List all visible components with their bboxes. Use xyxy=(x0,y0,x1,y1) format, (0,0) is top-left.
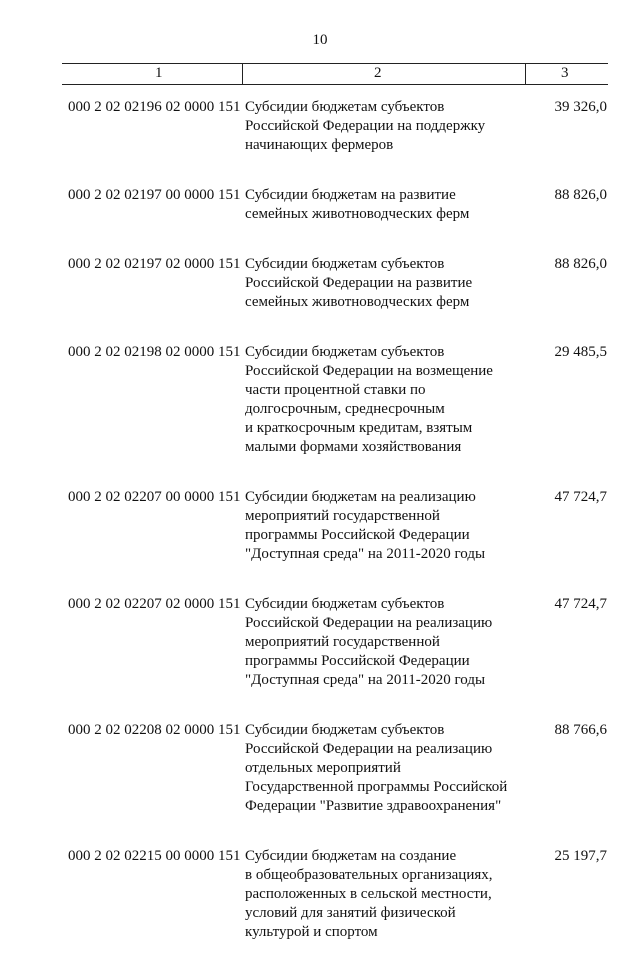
row-description xyxy=(245,343,535,457)
table-row xyxy=(0,847,640,942)
description-line: малыми формами хозяйствования xyxy=(245,439,462,455)
budget-code: 000 2 02 02197 00 0000 151 xyxy=(68,187,241,203)
row-amount: 29 485,5 xyxy=(554,344,607,360)
table-row xyxy=(0,186,640,224)
description-line: начинающих фермеров xyxy=(245,137,394,153)
description-line: отдельных мероприятий xyxy=(245,760,401,776)
row-amount: 47 724,7 xyxy=(554,489,607,505)
table-row xyxy=(0,343,640,457)
description-line: Российской Федерации на поддержку xyxy=(245,118,486,134)
table-column-header xyxy=(62,63,608,85)
description-line: Субсидии бюджетам на реализацию xyxy=(245,489,476,505)
page-number: 10 xyxy=(312,32,328,48)
row-description xyxy=(245,255,535,312)
description-line: расположенных в сельской местности, xyxy=(245,886,492,902)
row-amount: 88 826,0 xyxy=(554,256,607,272)
description-line: программы Российской Федерации xyxy=(245,653,470,669)
description-line: мероприятий государственной xyxy=(245,634,440,650)
column-header-3: 3 xyxy=(561,65,569,81)
budget-code: 000 2 02 02207 00 0000 151 xyxy=(68,489,241,505)
column-divider xyxy=(242,64,243,84)
description-line: "Доступная среда" на 2011-2020 годы xyxy=(245,672,486,688)
description-line: и краткосрочным кредитам, взятым xyxy=(245,420,473,436)
column-header-1: 1 xyxy=(155,65,163,81)
description-line: условий для занятий физической xyxy=(245,905,456,921)
row-description xyxy=(245,186,535,224)
description-line: части процентной ставки по xyxy=(245,382,426,398)
description-line: Субсидии бюджетам на создание xyxy=(245,848,457,864)
table-row xyxy=(0,255,640,312)
description-line: семейных животноводческих ферм xyxy=(245,294,470,310)
budget-code: 000 2 02 02207 02 0000 151 xyxy=(68,596,241,612)
table-row xyxy=(0,721,640,816)
budget-code: 000 2 02 02196 02 0000 151 xyxy=(68,99,241,115)
column-header-2: 2 xyxy=(374,65,382,81)
description-line: Российской Федерации на развитие xyxy=(245,275,473,291)
budget-code: 000 2 02 02197 02 0000 151 xyxy=(68,256,241,272)
description-line: Субсидии бюджетам субъектов xyxy=(245,99,445,115)
description-line: Российской Федерации на возмещение xyxy=(245,363,493,379)
row-amount: 25 197,7 xyxy=(554,848,607,864)
row-amount: 39 326,0 xyxy=(554,99,607,115)
description-line: семейных животноводческих ферм xyxy=(245,206,470,222)
row-description xyxy=(245,488,535,564)
description-line: мероприятий государственной xyxy=(245,508,440,524)
table-body xyxy=(0,98,640,973)
table-row xyxy=(0,488,640,564)
row-description xyxy=(245,595,535,690)
row-amount: 88 766,6 xyxy=(554,722,607,738)
budget-code: 000 2 02 02198 02 0000 151 xyxy=(68,344,241,360)
description-line: культурой и спортом xyxy=(245,924,378,940)
description-line: Субсидии бюджетам на развитие xyxy=(245,187,456,203)
budget-code: 000 2 02 02215 00 0000 151 xyxy=(68,848,241,864)
description-line: долгосрочным, среднесрочным xyxy=(245,401,445,417)
table-row xyxy=(0,98,640,155)
description-line: Российской Федерации на реализацию xyxy=(245,615,493,631)
description-line: Российской Федерации на реализацию xyxy=(245,741,493,757)
description-line: Субсидии бюджетам субъектов xyxy=(245,256,445,272)
description-line: программы Российской Федерации xyxy=(245,527,470,543)
description-line: Субсидии бюджетам субъектов xyxy=(245,596,445,612)
row-description xyxy=(245,847,535,942)
row-amount: 47 724,7 xyxy=(554,596,607,612)
description-line: Субсидии бюджетам субъектов xyxy=(245,722,445,738)
row-description xyxy=(245,98,535,155)
column-divider xyxy=(525,64,526,84)
description-line: Субсидии бюджетам субъектов xyxy=(245,344,445,360)
description-line: "Доступная среда" на 2011-2020 годы xyxy=(245,546,486,562)
description-line: в общеобразовательных организациях, xyxy=(245,867,493,883)
description-line: Федерации "Развитие здравоохранения" xyxy=(245,798,502,814)
row-amount: 88 826,0 xyxy=(554,187,607,203)
budget-code: 000 2 02 02208 02 0000 151 xyxy=(68,722,241,738)
row-description xyxy=(245,721,535,816)
description-line: Государственной программы Российской xyxy=(245,779,508,795)
table-row xyxy=(0,595,640,690)
